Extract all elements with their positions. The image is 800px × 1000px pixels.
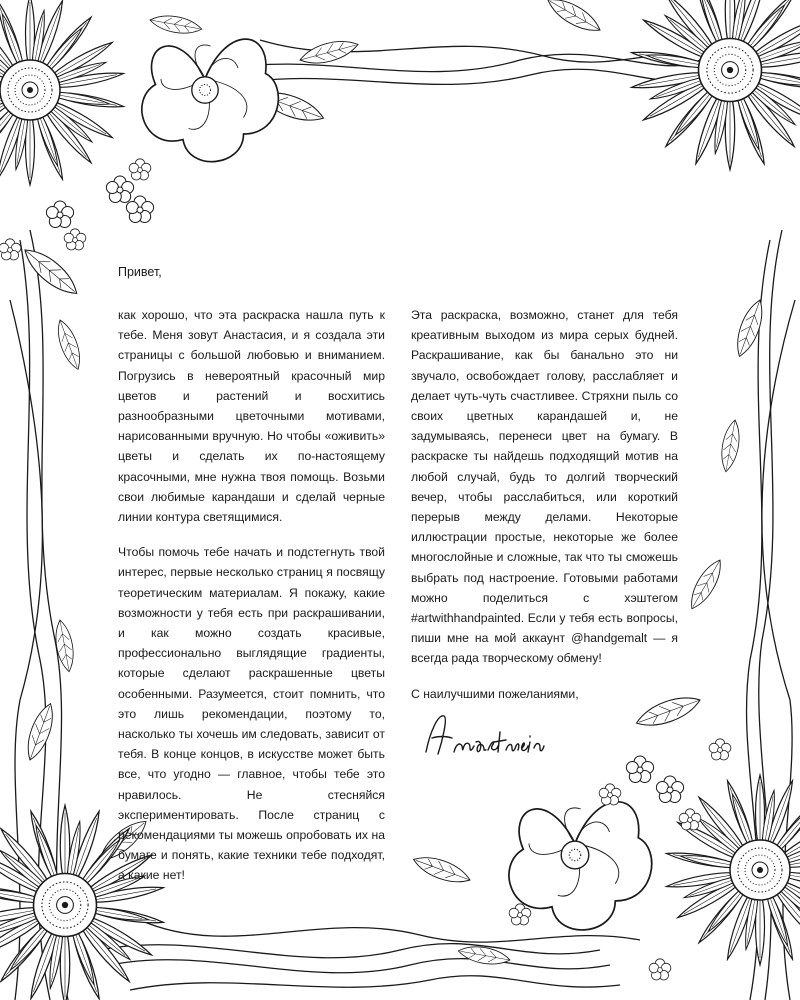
letter-greeting: Привет,: [118, 265, 162, 279]
letter-paragraph: Чтобы помочь тебе начать и подстегнуть твой интерес, первые несколько страниц я посвящу теоретическим материалам. Я покажу, какие возможности у тебя есть при раскрашивании, и как можно создать красивые, профессионально выглядящие градиенты, которые сделают раскрашенные цветы особенными. Разумеется, стоит помнить, что это лишь рекомендации, поэтому то, насколько ты хочешь им следовать, зависит от тебя. В конце концов, в искусстве может быть все, что угодно — главное, чтобы тебе это нравилось. Не стесняйся экспериментировать. После страниц с рекомендациями ты можешь опробовать их на бумаге и понять, какие техники тебе подходят, а какие нет!: [118, 545, 385, 883]
letter-left-column: [118, 305, 385, 901]
letter-paragraph: как хорошо, что эта раскраска нашла путь к тебе. Меня зовут Анастасия, и я создала эти страницы с большой любовью и вниманием. Погрузись в невероятный красочный мир цветов и растений и восхитись разнообразными цветочными мотивами, нарисованными вручную. Но чтобы «оживить» цветы и сделать их по-настоящему красочными, мне нужна твоя помощь. Возьми свои любимые карандаши и сделай черные линии контура светящимися.: [118, 308, 385, 525]
signature-drawing: [418, 702, 548, 772]
letter-paragraph: Эта раскраска, возможно, станет для тебя креативным выходом из мира серых будней. Раскрашивание, как бы банально это ни звучало, освобождает голову, расслабляет и делает чуть-чуть счастливее. Стряхни пыль со своих цветных карандашей и, не задумываясь, перенеси цвет на бумагу. В раскраске ты найдешь подходящий мотив на любой случай, будь то долгий творческий вечер, чтобы расслабиться, или короткий перерыв между делами. Некоторые иллюстрации простые, некоторые же более многослойные и сложные, так что ты сможешь выбрать под настроение. Готовыми работами можно поделиться с хэштегом #artwithhandpainted. Если у тебя есть вопросы, пиши мне на мой аккаунт @handgemalt — я всегда рада творческому обмену!: [411, 308, 678, 666]
handwritten-signature: [418, 702, 548, 772]
letter-closing: С наилучшими пожеланиями,: [411, 686, 579, 701]
letter-right-column: [411, 305, 678, 719]
